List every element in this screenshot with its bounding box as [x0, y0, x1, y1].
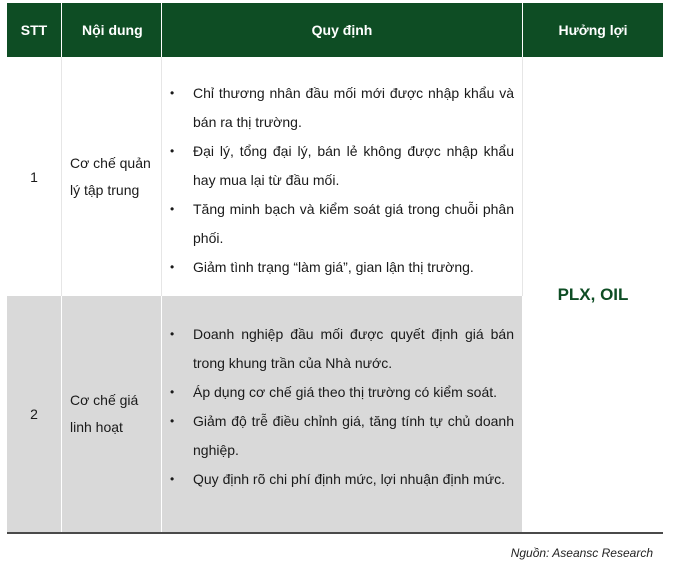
row-stt: 1 — [7, 57, 62, 296]
row-content — [62, 296, 162, 532]
bullet-icon: • — [170, 414, 175, 428]
bullet-icon: • — [170, 472, 175, 486]
rule-text: Đại lý, tổng đại lý, bán lẻ không được nhập khẩu hay mua lại từ đầu mối. — [193, 143, 514, 188]
header-stt: STT — [7, 3, 62, 57]
row-content — [62, 57, 162, 296]
header-content: Nội dung — [62, 3, 162, 57]
row-content-text: Cơ chế quản lý tập trung — [70, 154, 151, 198]
rule-item — [170, 465, 514, 494]
bullet-icon: • — [170, 260, 175, 274]
rule-item — [170, 320, 514, 378]
source-note: Nguồn: Aseansc Research — [510, 546, 653, 560]
bullet-icon: • — [170, 202, 175, 216]
rule-text: Áp dụng cơ chế giá theo thị trường có kiểm soát. — [193, 384, 498, 400]
regulation-table — [7, 3, 663, 534]
rule-item — [170, 407, 514, 465]
rule-item — [170, 195, 514, 253]
bullet-icon: • — [170, 86, 175, 100]
rule-text: Chỉ thương nhân đầu mối mới được nhập khẩu và bán ra thị trường. — [193, 85, 514, 130]
header-benefit: Hưởng lợi — [558, 22, 628, 38]
table-header — [7, 3, 663, 57]
row-rules — [162, 57, 523, 296]
rules-list — [170, 79, 514, 282]
table-bottom-border — [7, 532, 663, 534]
rule-item — [170, 378, 514, 407]
header-rules: Quy định — [162, 3, 523, 57]
rule-text: Giảm độ trễ điều chỉnh giá, tăng tính tự chủ doanh nghiệp. — [193, 413, 514, 458]
benefit-cell: PLX, OIL — [523, 57, 663, 532]
rule-item — [170, 253, 514, 282]
row-stt: 2 — [7, 296, 62, 532]
table-body — [7, 57, 663, 532]
rule-item — [170, 79, 514, 137]
row-rules — [162, 296, 523, 532]
rule-text: Giảm tình trạng “làm giá”, gian lận thị trường. — [193, 259, 474, 275]
row-content-text: Cơ chế giá linh hoạt — [70, 392, 139, 435]
rule-text: Doanh nghiệp đầu mối được quyết định giá bán trong khung trần của Nhà nước. — [193, 326, 514, 371]
rule-item — [170, 137, 514, 195]
rules-list — [170, 320, 514, 494]
table-rows — [7, 57, 523, 532]
rule-text: Quy định rõ chi phí định mức, lợi nhuận định mức. — [193, 471, 505, 487]
bullet-icon: • — [170, 385, 175, 399]
table-row — [7, 296, 523, 532]
table-row — [7, 57, 523, 296]
bullet-icon: • — [170, 144, 175, 158]
bullet-icon: • — [170, 327, 175, 341]
rule-text: Tăng minh bạch và kiểm soát giá trong chuỗi phân phối. — [193, 201, 514, 246]
